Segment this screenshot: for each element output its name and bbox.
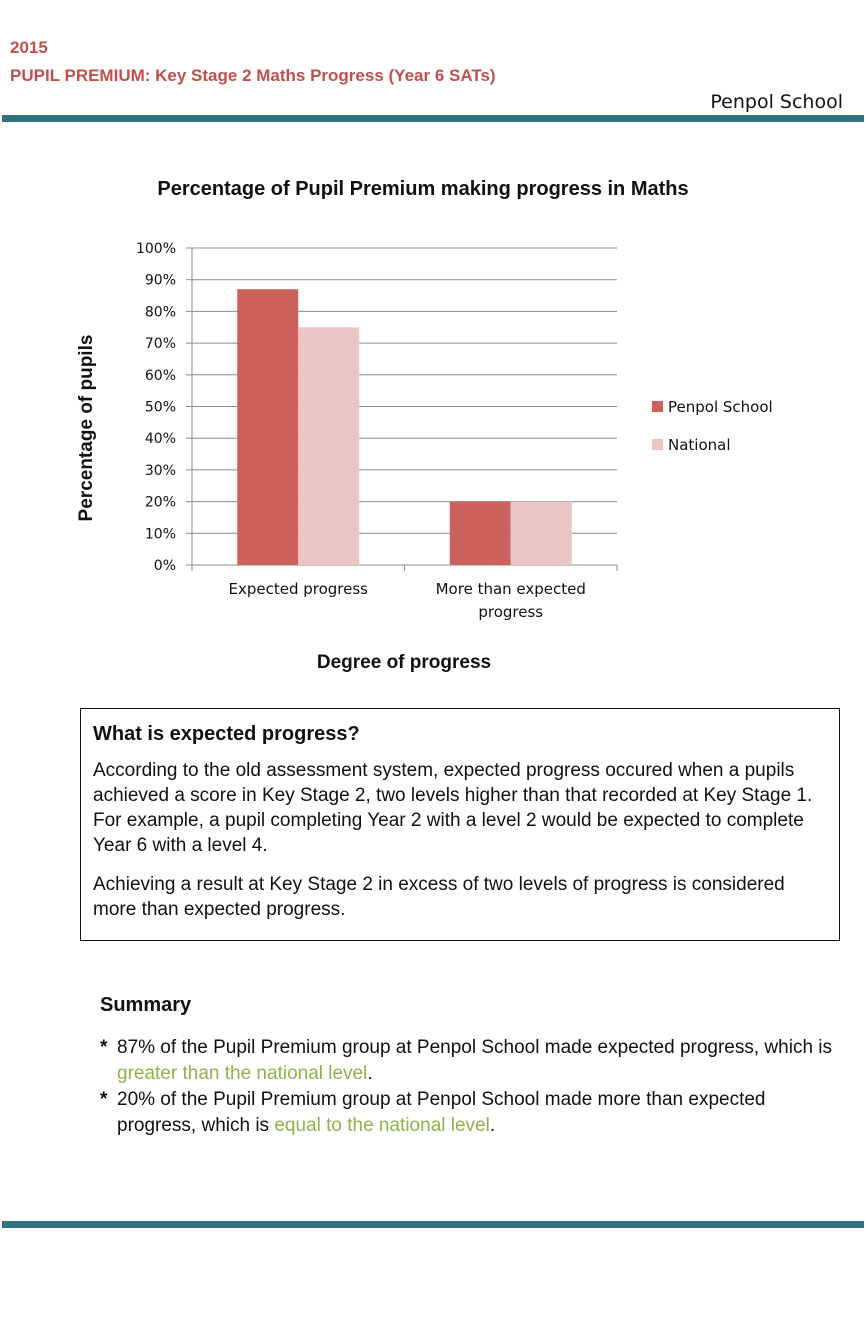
summary-heading: Summary xyxy=(100,994,192,1016)
info-paragraph-1: According to the old assessment system, expected progress occured when a pupils achieved a score in Key Stage 2, two levels higher than that recorded at Key Stage 1. For example, a pupil completing Year 2 with a level 2 would be expected to complete Year 6 with a level 4. xyxy=(93,760,813,856)
legend-swatch xyxy=(652,401,663,412)
y-axis-title: Percentage of pupils xyxy=(76,334,97,522)
bullet-marker: * xyxy=(100,1089,108,1110)
bullet-marker: * xyxy=(100,1037,108,1058)
summary-highlight: greater than the national level xyxy=(117,1063,368,1084)
x-tick-label: Expected progress xyxy=(228,580,369,598)
y-tick-label: 60% xyxy=(144,367,176,384)
y-tick-label: 0% xyxy=(153,558,176,574)
bar-school xyxy=(237,289,298,565)
progress-bar-chart xyxy=(0,160,865,690)
legend-label: National xyxy=(668,436,731,454)
y-tick-label: 80% xyxy=(144,304,176,321)
report-title: PUPIL PREMIUM: Key Stage 2 Maths Progress (Year 6 SATs) xyxy=(10,66,496,85)
summary-section xyxy=(100,994,840,1139)
summary-text: 20% of the Pupil Premium group at Penpol School made more than expected progress, which is xyxy=(117,1089,766,1136)
summary-highlight: equal to the national level xyxy=(274,1115,490,1136)
summary-end: . xyxy=(489,1115,496,1136)
chart-title: Percentage of Pupil Premium making progress in Maths xyxy=(157,178,689,200)
y-tick-label: 10% xyxy=(144,526,176,543)
x-axis-title: Degree of progress xyxy=(316,652,492,673)
y-tick-label: 30% xyxy=(144,462,176,479)
header-rule xyxy=(2,115,864,122)
footer-rule xyxy=(2,1221,864,1228)
bar-national xyxy=(298,327,359,565)
info-heading: What is expected progress? xyxy=(93,723,360,745)
y-tick-label: 40% xyxy=(144,431,176,448)
summary-item xyxy=(100,1035,840,1087)
school-name: Penpol School xyxy=(710,91,843,113)
legend-label: Penpol School xyxy=(668,398,773,416)
x-tick-label: progress xyxy=(478,603,544,621)
info-paragraph-2: Achieving a result at Key Stage 2 in excess of two levels of progress is considered more than expected progress. xyxy=(93,874,785,920)
x-tick-label: More than expected xyxy=(435,580,586,598)
summary-item xyxy=(100,1087,840,1139)
y-tick-label: 70% xyxy=(144,336,176,353)
y-tick-label: 90% xyxy=(144,272,176,289)
bar-school xyxy=(450,502,511,565)
summary-list xyxy=(100,1035,840,1139)
y-tick-label: 50% xyxy=(144,399,176,416)
y-tick-label: 20% xyxy=(144,494,176,511)
expected-progress-box xyxy=(80,708,840,941)
y-tick-label: 100% xyxy=(135,241,176,257)
summary-text: 87% of the Pupil Premium group at Penpol School made expected progress, which is xyxy=(117,1037,833,1058)
legend-swatch xyxy=(652,439,663,450)
bar-national xyxy=(511,502,572,565)
summary-end: . xyxy=(367,1063,373,1084)
report-year: 2015 xyxy=(10,38,48,57)
